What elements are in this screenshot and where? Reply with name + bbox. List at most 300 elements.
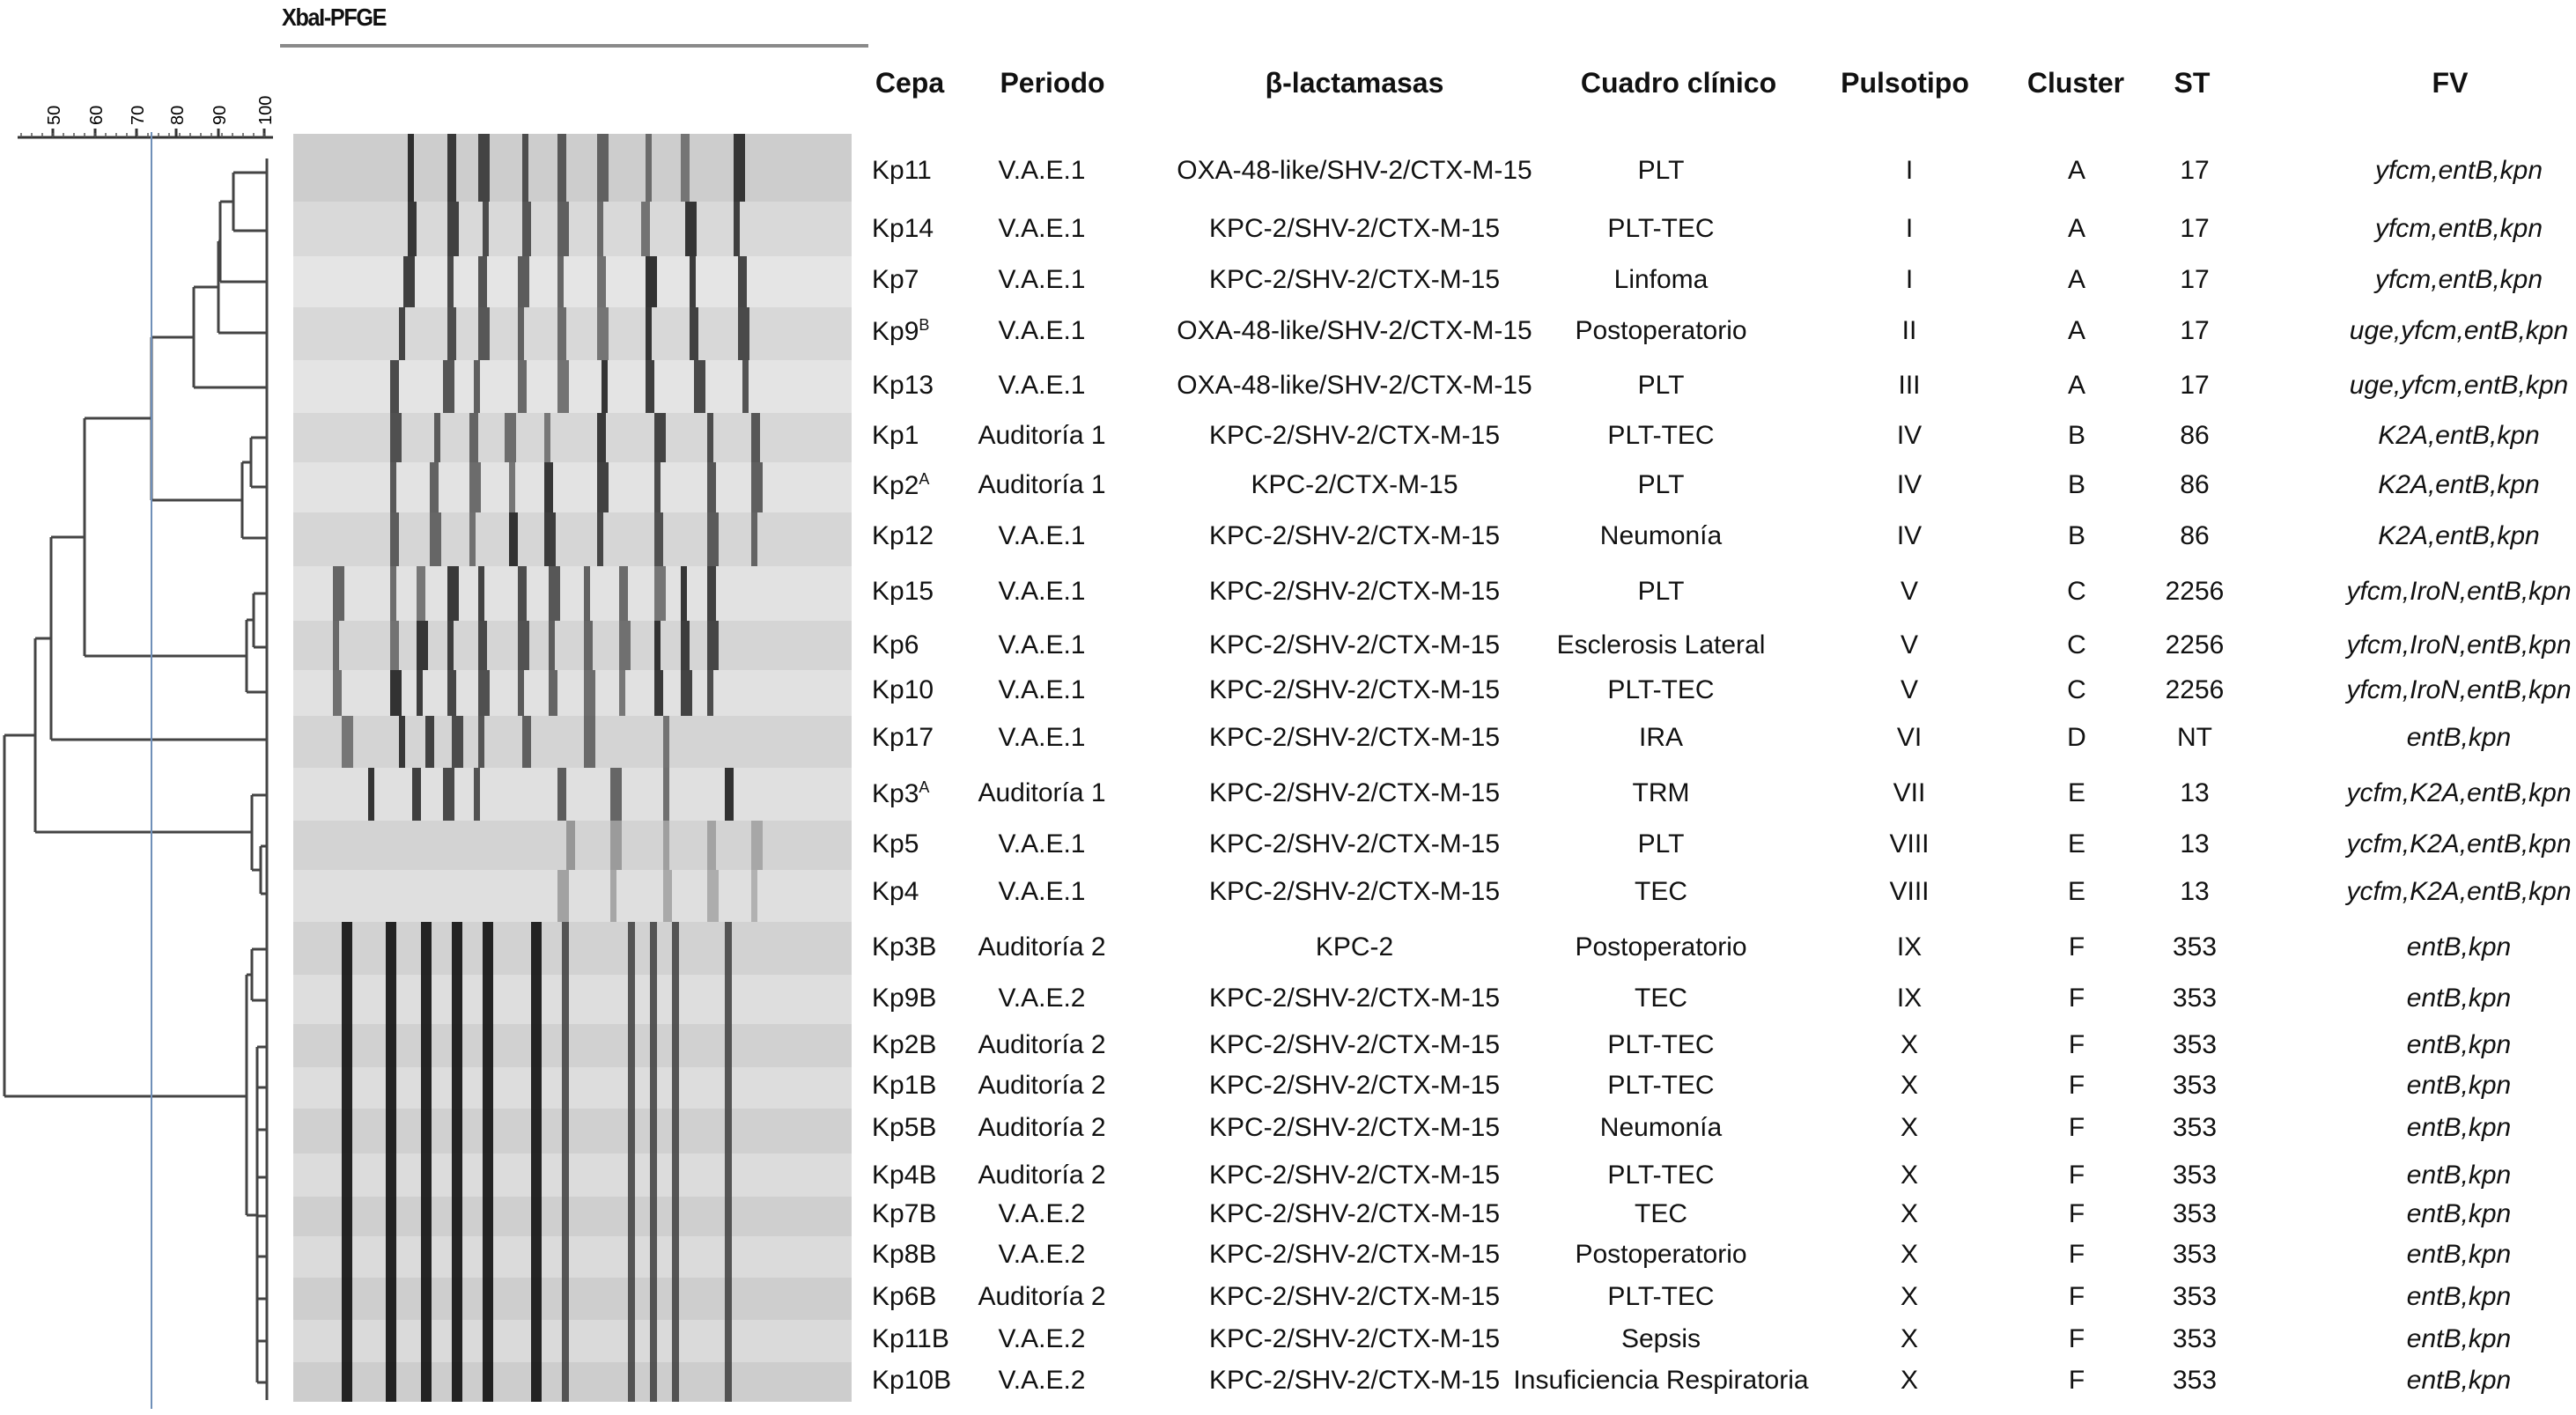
gel-band <box>672 1278 679 1320</box>
gel-band <box>518 566 527 621</box>
gel-band <box>707 462 716 512</box>
gel-band <box>597 413 606 462</box>
gel-band <box>522 716 531 768</box>
gel-band <box>707 566 716 621</box>
gel-band <box>641 202 650 256</box>
header-st: ST <box>2174 67 2211 99</box>
gel-band <box>531 1236 542 1278</box>
cell-cuadro-clinico: PLT <box>1637 371 1685 400</box>
gel-band <box>518 621 529 670</box>
cell-betalactamasas: KPC-2/SHV-2/CTX-M-15 <box>1208 521 1501 550</box>
gel-lane <box>293 821 852 870</box>
gel-band <box>421 922 432 975</box>
gel-band <box>452 922 462 975</box>
gel-lane <box>293 670 852 716</box>
cell-periodo: V.A.E.2 <box>998 1199 1086 1228</box>
gel-band <box>650 922 657 975</box>
gel-band <box>342 922 352 975</box>
gel-band <box>707 621 719 670</box>
gel-lane <box>293 307 852 360</box>
cell-st: 13 <box>2180 778 2210 807</box>
gel-band <box>672 1153 679 1197</box>
strain-id: Kp2 <box>872 471 919 500</box>
gel-band <box>417 566 425 621</box>
cell-betalactamasas: KPC-2/SHV-2/CTX-M-15 <box>1208 778 1501 807</box>
cell-periodo: V.A.E.1 <box>998 521 1086 550</box>
gel-band <box>650 1067 657 1109</box>
gel-band <box>562 1362 569 1402</box>
cell-cepa <box>872 577 934 607</box>
gel-band <box>549 566 560 621</box>
cell-cepa <box>872 932 936 962</box>
cell-cepa <box>872 1199 936 1229</box>
gel-band <box>390 566 396 621</box>
cell-st: 2256 <box>2165 577 2225 606</box>
gel-lane <box>293 1024 852 1067</box>
gel-band <box>522 134 528 202</box>
cell-st: 86 <box>2180 521 2210 550</box>
gel-band <box>694 360 705 413</box>
gel-band <box>672 1109 679 1153</box>
gel-band <box>650 1153 657 1197</box>
gel-band <box>681 566 687 621</box>
cell-cepa <box>872 630 919 660</box>
gel-band <box>483 1320 493 1362</box>
gel-band <box>619 566 628 621</box>
gel-band <box>425 716 434 768</box>
gel-band <box>386 1109 396 1153</box>
cell-betalactamasas: OXA-48-like/SHV-2/CTX-M-15 <box>1177 371 1532 400</box>
cell-betalactamasas: KPC-2/SHV-2/CTX-M-15 <box>1208 577 1501 606</box>
cell-st: 353 <box>2172 984 2218 1013</box>
gel-band <box>333 566 344 621</box>
gel-band <box>646 256 657 307</box>
cell-st: 17 <box>2180 214 2210 243</box>
gel-lane <box>293 566 852 621</box>
cell-betalactamasas: KPC-2/SHV-2/CTX-M-15 <box>1208 675 1501 704</box>
gel-band <box>557 768 566 821</box>
cell-betalactamasas: KPC-2/SHV-2/CTX-M-15 <box>1208 723 1501 752</box>
gel-band <box>646 360 654 413</box>
gel-band <box>531 1320 542 1362</box>
strain-id: Kp2B <box>872 1030 937 1059</box>
gel-band <box>509 512 518 566</box>
header-fv: FV <box>2432 67 2469 99</box>
cell-pulsotipo: IX <box>1896 932 1923 962</box>
gel-band <box>725 975 732 1024</box>
cell-fv: uge,yfcm,entB,kpn <box>2349 316 2569 345</box>
cell-cuadro-clinico: PLT-TEC <box>1607 421 1715 450</box>
gel-band <box>483 1109 493 1153</box>
gel-band <box>417 621 428 670</box>
pfge-gel-image <box>293 134 852 1402</box>
cell-betalactamasas: KPC-2/CTX-M-15 <box>1251 470 1458 499</box>
gel-band <box>562 1024 569 1067</box>
cell-cuadro-clinico: Esclerosis Lateral <box>1556 630 1766 660</box>
cell-betalactamasas: KPC-2/SHV-2/CTX-M-15 <box>1208 1366 1501 1395</box>
strain-id: Kp4B <box>872 1161 937 1190</box>
cell-cepa <box>872 156 932 186</box>
gel-lane <box>293 975 852 1024</box>
gel-band <box>399 307 405 360</box>
gel-band <box>483 1197 493 1236</box>
gel-band <box>447 307 456 360</box>
gel-band <box>663 768 669 821</box>
gel-band <box>751 413 760 462</box>
cell-cuadro-clinico: PLT-TEC <box>1607 214 1715 243</box>
gel-band <box>628 1236 635 1278</box>
cell-cuadro-clinico: TEC <box>1635 1199 1687 1228</box>
gel-band <box>452 1109 462 1153</box>
cell-fv: entB,kpn <box>2406 1030 2512 1059</box>
cell-cepa <box>872 675 934 705</box>
gel-band <box>342 1109 352 1153</box>
cell-cluster: C <box>2067 630 2086 660</box>
cell-fv: yfcm,entB,kpn <box>2374 265 2543 294</box>
cell-cluster: E <box>2067 877 2086 906</box>
gel-band <box>518 307 524 360</box>
scale-tick-label: 70 <box>129 105 148 125</box>
gel-band <box>650 1320 657 1362</box>
cell-pulsotipo: X <box>1900 1240 1919 1269</box>
cell-periodo: V.A.E.1 <box>998 723 1086 752</box>
cell-cuadro-clinico: Postoperatorio <box>1575 316 1747 345</box>
gel-band <box>474 360 480 413</box>
gel-band <box>386 1024 396 1067</box>
gel-band <box>725 768 734 821</box>
cell-cluster: F <box>2068 1161 2085 1190</box>
gel-band <box>628 1362 635 1402</box>
gel-band <box>628 1320 635 1362</box>
gel-band <box>707 413 713 462</box>
gel-band <box>430 512 441 566</box>
gel-band <box>584 566 590 621</box>
cell-cepa <box>872 877 919 907</box>
gel-band <box>333 621 339 670</box>
cell-st: 86 <box>2180 470 2210 499</box>
strain-id: Kp14 <box>872 214 934 243</box>
gel-band <box>654 621 661 670</box>
cell-betalactamasas: KPC-2/SHV-2/CTX-M-15 <box>1208 265 1501 294</box>
gel-lane <box>293 1278 852 1320</box>
gel-band <box>421 1197 432 1236</box>
gel-band <box>602 360 608 413</box>
cell-fv: yfcm,entB,kpn <box>2374 156 2543 185</box>
cell-cluster: A <box>2067 371 2086 400</box>
gel-band <box>452 1197 462 1236</box>
gel-band <box>681 134 690 202</box>
cell-pulsotipo: IV <box>1896 421 1923 450</box>
gel-band <box>690 256 696 307</box>
gel-band <box>447 256 454 307</box>
gel-band <box>421 1024 432 1067</box>
gel-band <box>478 307 490 360</box>
strain-id: Kp10 <box>872 675 934 704</box>
cell-st: NT <box>2177 723 2212 752</box>
strain-id: Kp8B <box>872 1240 937 1269</box>
strain-id: Kp5B <box>872 1113 937 1142</box>
gel-band <box>654 670 663 716</box>
cell-st: 353 <box>2172 1071 2218 1100</box>
cell-fv: yfcm,IroN,entB,kpn <box>2346 675 2572 704</box>
cell-cluster: F <box>2068 932 2085 962</box>
gel-lane <box>293 1362 852 1402</box>
cell-betalactamasas: KPC-2/SHV-2/CTX-M-15 <box>1208 1071 1501 1100</box>
cell-pulsotipo: VIII <box>1889 829 1930 859</box>
gel-band <box>654 566 666 621</box>
cell-cluster: E <box>2067 829 2086 859</box>
gel-band <box>342 975 352 1024</box>
cell-cuadro-clinico: PLT-TEC <box>1607 1161 1715 1190</box>
gel-band <box>650 1197 657 1236</box>
cell-fv: ycfm,K2A,entB,kpn <box>2346 829 2572 859</box>
cell-st: 86 <box>2180 421 2210 450</box>
cell-periodo: V.A.E.2 <box>998 1366 1086 1395</box>
gel-band <box>386 1153 396 1197</box>
cell-pulsotipo: V <box>1900 577 1919 606</box>
gel-band <box>663 821 669 870</box>
gel-band <box>650 1278 657 1320</box>
cell-st: 353 <box>2172 1113 2218 1142</box>
strain-id: Kp11 <box>872 156 932 185</box>
cell-cluster: A <box>2067 265 2086 294</box>
gel-band <box>483 1236 493 1278</box>
strain-id: Kp3B <box>872 932 937 962</box>
gel-band <box>469 512 476 566</box>
cell-cluster: A <box>2067 316 2086 345</box>
cell-cepa <box>872 214 934 244</box>
cell-betalactamasas: KPC-2/SHV-2/CTX-M-15 <box>1208 1240 1501 1269</box>
gel-band <box>469 413 478 462</box>
header-pulsotipo: Pulsotipo <box>1841 67 1969 99</box>
cell-betalactamasas: OXA-48-like/SHV-2/CTX-M-15 <box>1177 316 1532 345</box>
gel-band <box>390 462 396 512</box>
strain-id: Kp1 <box>872 421 919 450</box>
strain-id: Kp10B <box>872 1366 952 1395</box>
gel-band <box>386 975 396 1024</box>
cell-st: 2256 <box>2165 630 2225 660</box>
cell-periodo: Auditoría 2 <box>978 1113 1106 1142</box>
cell-betalactamasas: KPC-2/SHV-2/CTX-M-15 <box>1208 421 1501 450</box>
cell-periodo: Auditoría 2 <box>978 1030 1106 1059</box>
cell-periodo: V.A.E.1 <box>998 630 1086 660</box>
cell-fv: entB,kpn <box>2406 1113 2512 1142</box>
cell-pulsotipo: IX <box>1896 984 1923 1013</box>
cell-pulsotipo: X <box>1900 1199 1919 1228</box>
gel-band <box>610 870 616 922</box>
gel-lane <box>293 1236 852 1278</box>
cell-cepa <box>872 984 936 1013</box>
gel-band <box>483 202 489 256</box>
gel-band <box>483 1362 493 1402</box>
cell-betalactamasas: OXA-48-like/SHV-2/CTX-M-15 <box>1177 156 1532 185</box>
gel-band <box>478 670 490 716</box>
strain-id: Kp4 <box>872 877 919 906</box>
cell-cluster: B <box>2067 521 2086 550</box>
cell-st: 353 <box>2172 1366 2218 1395</box>
gel-band <box>738 307 749 360</box>
cell-pulsotipo: V <box>1900 630 1919 660</box>
strain-id: Kp15 <box>872 577 934 606</box>
gel-lane <box>293 1153 852 1197</box>
gel-band <box>562 1197 569 1236</box>
cell-cepa <box>872 265 919 295</box>
cell-periodo: V.A.E.1 <box>998 316 1086 345</box>
cell-cluster: F <box>2068 984 2085 1013</box>
cell-pulsotipo: X <box>1900 1161 1919 1190</box>
gel-band <box>672 1024 679 1067</box>
gel-band <box>342 1067 352 1109</box>
gel-band <box>531 1109 542 1153</box>
gel-band <box>522 202 531 256</box>
header-cuadro-clinico: Cuadro clínico <box>1580 67 1777 99</box>
gel-band <box>483 1024 493 1067</box>
gel-band <box>707 512 719 566</box>
gel-band <box>650 1236 657 1278</box>
cell-fv: entB,kpn <box>2406 1366 2512 1395</box>
cell-pulsotipo: I <box>1905 265 1914 294</box>
gel-band <box>386 1320 396 1362</box>
gel-band <box>672 1067 679 1109</box>
header-betalactamasas: β-lactamasas <box>1265 67 1444 99</box>
cell-fv: entB,kpn <box>2406 723 2512 752</box>
gel-band <box>483 975 493 1024</box>
cell-fv: entB,kpn <box>2406 1161 2512 1190</box>
gel-band <box>342 1236 352 1278</box>
gel-band <box>544 413 550 462</box>
strain-id: Kp9 <box>872 317 919 346</box>
gel-band <box>443 360 454 413</box>
gel-band <box>421 975 432 1024</box>
cell-pulsotipo: IV <box>1896 470 1923 499</box>
cell-st: 353 <box>2172 1282 2218 1311</box>
cell-pulsotipo: VII <box>1893 778 1926 807</box>
gel-band <box>408 134 414 202</box>
cell-cuadro-clinico: TEC <box>1635 877 1687 906</box>
cell-cuadro-clinico: Insuficiencia Respiratoria <box>1513 1366 1809 1395</box>
gel-band <box>452 975 462 1024</box>
cell-pulsotipo: V <box>1900 675 1919 704</box>
cell-st: 13 <box>2180 829 2210 859</box>
gel-band <box>430 462 439 512</box>
gel-band <box>557 202 569 256</box>
gel-band <box>386 922 396 975</box>
gel-band <box>368 768 374 821</box>
gel-band <box>628 1197 635 1236</box>
cell-betalactamasas: KPC-2/SHV-2/CTX-M-15 <box>1208 1030 1501 1059</box>
gel-band <box>628 1067 635 1109</box>
header-periodo: Periodo <box>1000 67 1105 99</box>
gel-band <box>742 360 749 413</box>
gel-band <box>610 821 622 870</box>
cell-cuadro-clinico: TEC <box>1635 984 1687 1013</box>
gel-band <box>483 1278 493 1320</box>
gel-band <box>672 975 679 1024</box>
gel-band <box>403 256 415 307</box>
gel-band <box>386 1236 396 1278</box>
cell-pulsotipo: X <box>1900 1324 1919 1353</box>
cell-pulsotipo: X <box>1900 1071 1919 1100</box>
cell-fv: entB,kpn <box>2406 984 2512 1013</box>
gel-band <box>531 1024 542 1067</box>
gel-band <box>342 716 353 768</box>
gel-band <box>628 1278 635 1320</box>
cell-cuadro-clinico: TRM <box>1632 778 1690 807</box>
header-cluster: Cluster <box>2026 67 2125 99</box>
gel-band <box>342 1024 352 1067</box>
gel-band <box>531 1197 542 1236</box>
gel-band <box>734 202 740 256</box>
gel-band <box>469 462 481 512</box>
gel-band <box>342 1197 352 1236</box>
strain-id: Kp7B <box>872 1199 937 1228</box>
gel-band <box>518 256 529 307</box>
gel-band <box>342 1278 352 1320</box>
cell-cepa <box>872 1366 951 1396</box>
gel-band <box>734 134 745 202</box>
cell-pulsotipo: X <box>1900 1366 1919 1395</box>
strain-superscript: A <box>919 778 930 796</box>
gel-band <box>434 413 440 462</box>
gel-lane <box>293 922 852 975</box>
gel-band <box>584 716 595 768</box>
gel-band <box>610 768 622 821</box>
cell-periodo: V.A.E.2 <box>998 984 1086 1013</box>
gel-band <box>544 512 556 566</box>
cell-fv: entB,kpn <box>2406 1071 2512 1100</box>
cell-cuadro-clinico: Postoperatorio <box>1575 932 1747 962</box>
gel-band <box>452 1320 462 1362</box>
gel-band <box>562 1236 569 1278</box>
gel-band <box>725 1236 732 1278</box>
gel-band <box>597 202 603 256</box>
cell-fv: K2A,entB,kpn <box>2378 521 2540 550</box>
gel-band <box>725 1197 732 1236</box>
gel-band <box>474 768 480 821</box>
header-cepa: Cepa <box>875 67 945 99</box>
cell-cuadro-clinico: PLT <box>1637 156 1685 185</box>
cell-pulsotipo: X <box>1900 1030 1919 1059</box>
gel-band <box>725 1109 732 1153</box>
gel-band <box>478 566 484 621</box>
gel-lane <box>293 870 852 922</box>
cell-cepa <box>872 1071 936 1101</box>
cell-pulsotipo: I <box>1905 156 1914 185</box>
gel-lane <box>293 1197 852 1236</box>
gel-band <box>531 975 542 1024</box>
gel-band <box>386 1362 396 1402</box>
gel-lane <box>293 512 852 566</box>
gel-lane <box>293 768 852 821</box>
gel-band <box>447 134 456 202</box>
cell-periodo: V.A.E.1 <box>998 577 1086 606</box>
scale-tick-label: 80 <box>168 105 188 125</box>
dendrogram <box>0 0 282 1415</box>
gel-band <box>421 1362 432 1402</box>
cell-cepa <box>872 1240 936 1270</box>
gel-band <box>707 870 719 922</box>
gel-band <box>751 821 763 870</box>
strain-id: Kp13 <box>872 371 934 400</box>
cell-periodo: Auditoría 2 <box>978 1282 1106 1311</box>
cell-periodo: Auditoría 1 <box>978 778 1106 807</box>
cell-st: 17 <box>2180 371 2210 400</box>
gel-band <box>597 307 609 360</box>
gel-band <box>452 1278 462 1320</box>
cell-cluster: F <box>2068 1199 2085 1228</box>
gel-lane <box>293 1109 852 1153</box>
cell-cluster: C <box>2067 675 2086 704</box>
